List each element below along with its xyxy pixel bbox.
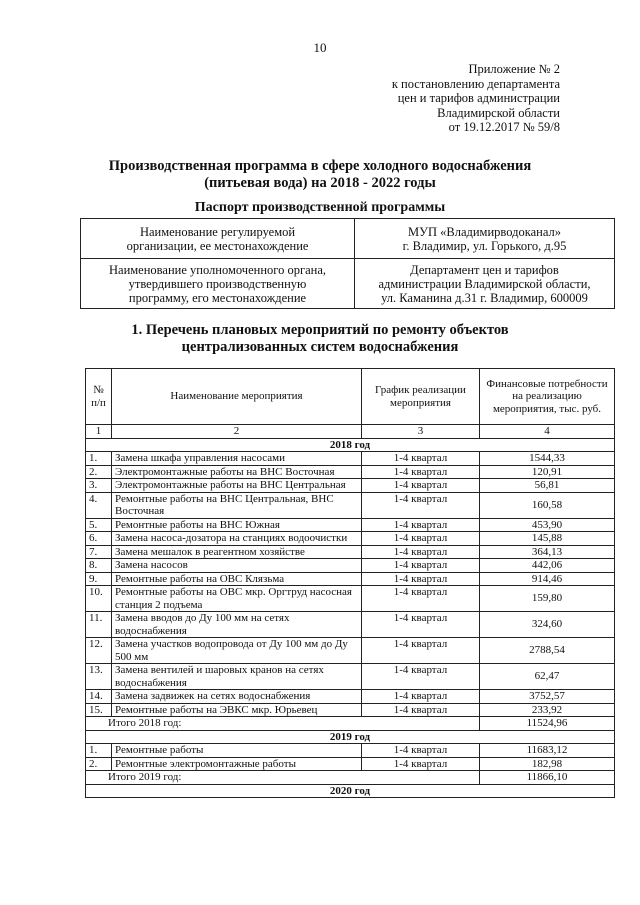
passport-label: Наименование уполномоченного органа, утвердившего производственную программу, его местонахождение (81, 259, 355, 309)
event-schedule: 1-4 квартал (362, 492, 480, 518)
section-heading-line: централизованных систем водоснабжения (181, 339, 459, 355)
document-title-line: (питьевая вода) на 2018 - 2022 годы (204, 175, 436, 191)
column-number: 2 (112, 425, 362, 439)
row-number: 4. (86, 492, 112, 518)
event-cost: 62,47 (480, 664, 615, 690)
event-name: Замена задвижек на сетях водоснабжения (112, 690, 362, 704)
table-row (86, 690, 615, 704)
event-name: Замена шкафа управления насосами (112, 452, 362, 466)
event-name: Ремонтные работы (112, 744, 362, 758)
passport-label: Наименование регулируемой организации, ее местонахождение (81, 219, 355, 259)
passport-value: Департамент цен и тарифов администрации Владимирской области, ул. Каманина д.31 г. Владимир, 600009 (355, 259, 615, 309)
event-schedule: 1-4 квартал (362, 690, 480, 704)
event-cost: 453,90 (480, 518, 615, 532)
event-schedule: 1-4 квартал (362, 612, 480, 638)
events-table (85, 368, 615, 798)
event-cost: 364,13 (480, 545, 615, 559)
section-heading (0, 322, 640, 356)
row-number: 2. (86, 757, 112, 771)
event-cost: 120,91 (480, 465, 615, 479)
passport-value: МУП «Владимирводоканал» г. Владимир, ул. Горького, д.95 (355, 219, 615, 259)
header-number: № п/п (86, 369, 112, 425)
table-row (86, 518, 615, 532)
event-cost: 914,46 (480, 572, 615, 586)
event-schedule: 1-4 квартал (362, 518, 480, 532)
event-schedule: 1-4 квартал (362, 586, 480, 612)
event-schedule: 1-4 квартал (362, 479, 480, 493)
appendix-block (392, 62, 560, 135)
row-number: 3. (86, 479, 112, 493)
event-schedule: 1-4 квартал (362, 638, 480, 664)
document-title-line: Производственная программа в сфере холодного водоснабжения (108, 158, 532, 174)
event-schedule: 1-4 квартал (362, 452, 480, 466)
section-heading-line: 1. Перечень плановых мероприятий по ремонту объектов (131, 322, 509, 338)
event-schedule: 1-4 квартал (362, 545, 480, 559)
table-row (86, 586, 615, 612)
event-cost: 2788,54 (480, 638, 615, 664)
event-name: Ремонтные работы на ЭВКС мкр. Юрьевец (112, 703, 362, 717)
header-cost: Финансовые потребности на реализацию мероприятия, тыс. руб. (480, 369, 615, 425)
table-row (86, 703, 615, 717)
appendix-line: Приложение № 2 (468, 62, 560, 76)
event-name: Ремонтные работы на ОВС мкр. Оргтруд насосная станция 2 подъема (112, 586, 362, 612)
document-title (0, 158, 640, 192)
row-number: 15. (86, 703, 112, 717)
table-header-row (86, 369, 615, 425)
table-row (86, 452, 615, 466)
event-cost: 159,80 (480, 586, 615, 612)
event-name: Замена насоса-дозатора на станциях водоочистки (112, 532, 362, 546)
total-value: 11524,96 (480, 717, 615, 731)
table-row (86, 572, 615, 586)
column-number: 4 (480, 425, 615, 439)
appendix-line: Владимирской области (437, 105, 560, 120)
event-name: Ремонтные работы на ВНС Центральная, ВНС Восточная (112, 492, 362, 518)
event-name: Ремонтные работы на ОВС Клязьма (112, 572, 362, 586)
row-number: 9. (86, 572, 112, 586)
table-row (86, 757, 615, 771)
appendix-line: цен и тарифов администрации (397, 91, 560, 105)
event-name: Ремонтные электромонтажные работы (112, 757, 362, 771)
table-row (86, 664, 615, 690)
event-name: Замена мешалок в реагентном хозяйстве (112, 545, 362, 559)
total-row (86, 717, 615, 731)
passport-row (81, 219, 615, 259)
row-number: 7. (86, 545, 112, 559)
total-row (86, 771, 615, 785)
event-cost: 442,06 (480, 559, 615, 573)
event-schedule: 1-4 квартал (362, 703, 480, 717)
event-name: Замена вводов до Ду 100 мм на сетях водоснабжения (112, 612, 362, 638)
row-number: 11. (86, 612, 112, 638)
column-number: 3 (362, 425, 480, 439)
event-name: Электромонтажные работы на ВНС Центральная (112, 479, 362, 493)
table-row (86, 559, 615, 573)
row-number: 12. (86, 638, 112, 664)
event-name: Замена насосов (112, 559, 362, 573)
row-number: 6. (86, 532, 112, 546)
event-cost: 182,98 (480, 757, 615, 771)
total-label: Итого 2019 год: (86, 771, 480, 785)
column-number-row (86, 425, 615, 439)
event-schedule: 1-4 квартал (362, 744, 480, 758)
table-row (86, 744, 615, 758)
event-cost: 145,88 (480, 532, 615, 546)
event-cost: 1544,33 (480, 452, 615, 466)
event-schedule: 1-4 квартал (362, 559, 480, 573)
event-name: Замена участков водопровода от Ду 100 мм до Ду 500 мм (112, 638, 362, 664)
table-row (86, 465, 615, 479)
event-schedule: 1-4 квартал (362, 572, 480, 586)
table-row (86, 612, 615, 638)
event-schedule: 1-4 квартал (362, 757, 480, 771)
year-label: 2018 год (86, 438, 615, 452)
event-cost: 324,60 (480, 612, 615, 638)
table-row (86, 492, 615, 518)
row-number: 8. (86, 559, 112, 573)
table-row (86, 545, 615, 559)
year-label: 2020 год (86, 784, 615, 798)
event-schedule: 1-4 квартал (362, 465, 480, 479)
table-row (86, 479, 615, 493)
year-row (86, 730, 615, 744)
page-number: 10 (313, 40, 327, 55)
event-cost: 233,92 (480, 703, 615, 717)
total-label: Итого 2018 год: (86, 717, 480, 731)
passport-title: Паспорт производственной программы (194, 200, 446, 215)
header-schedule: График реализации мероприятия (362, 369, 480, 425)
table-row (86, 532, 615, 546)
column-number: 1 (86, 425, 112, 439)
row-number: 10. (86, 586, 112, 612)
events-body (86, 438, 615, 798)
passport-table (80, 218, 615, 309)
event-cost: 56,81 (480, 479, 615, 493)
event-cost: 160,58 (480, 492, 615, 518)
event-cost: 3752,57 (480, 690, 615, 704)
appendix-line: к постановлению департамента (391, 76, 560, 91)
year-row (86, 784, 615, 798)
event-name: Электромонтажные работы на ВНС Восточная (112, 465, 362, 479)
total-value: 11866,10 (480, 771, 615, 785)
table-row (86, 638, 615, 664)
row-number: 5. (86, 518, 112, 532)
event-cost: 11683,12 (480, 744, 615, 758)
row-number: 13. (86, 664, 112, 690)
event-name: Ремонтные работы на ВНС Южная (112, 518, 362, 532)
row-number: 14. (86, 690, 112, 704)
year-label: 2019 год (86, 730, 615, 744)
appendix-line: от 19.12.2017 № 59/8 (448, 120, 560, 134)
row-number: 2. (86, 465, 112, 479)
passport-row (81, 259, 615, 309)
header-name: Наименование мероприятия (112, 369, 362, 425)
event-schedule: 1-4 квартал (362, 664, 480, 690)
row-number: 1. (86, 452, 112, 466)
year-row (86, 438, 615, 452)
event-name: Замена вентилей и шаровых кранов на сетях водоснабжения (112, 664, 362, 690)
event-schedule: 1-4 квартал (362, 532, 480, 546)
row-number: 1. (86, 744, 112, 758)
